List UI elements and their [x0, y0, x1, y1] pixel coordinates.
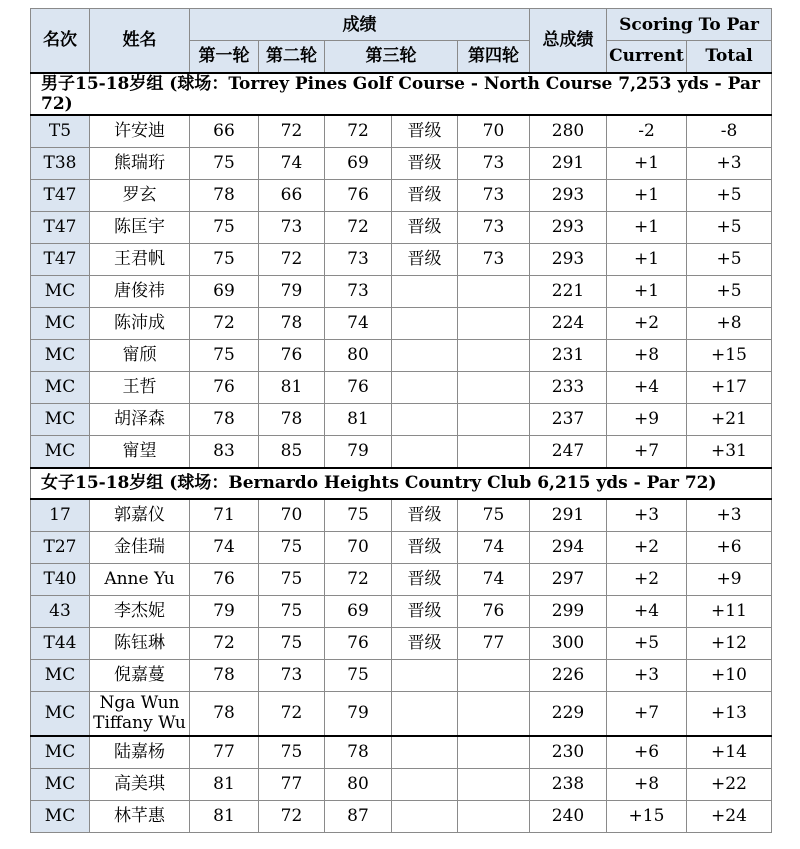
- table-row: [31, 435, 772, 468]
- name-cell: 陈沛成: [90, 307, 190, 339]
- total-par-cell: +12: [687, 627, 772, 659]
- table-row: [31, 736, 772, 769]
- total-cell: 291: [530, 499, 607, 532]
- round1-cell: 71: [190, 499, 259, 532]
- total-par-cell: +31: [687, 435, 772, 468]
- current-par-cell: +1: [607, 243, 687, 275]
- table-row: [31, 275, 772, 307]
- name-cell: 许安迪: [90, 115, 190, 148]
- round4-cell: 75: [458, 499, 530, 532]
- total-cell: 226: [530, 659, 607, 691]
- round4-cell: 73: [458, 147, 530, 179]
- table-row: [31, 499, 772, 532]
- round4-cell: [458, 307, 530, 339]
- rank-cell: T47: [31, 243, 90, 275]
- round3-score-cell: 72: [325, 563, 392, 595]
- round3-status-cell: [392, 339, 458, 371]
- rank-cell: T47: [31, 179, 90, 211]
- round2-cell: 73: [259, 211, 325, 243]
- rank-cell: T40: [31, 563, 90, 595]
- total-cell: 229: [530, 691, 607, 736]
- round1-cell: 78: [190, 659, 259, 691]
- round3-score-cell: 74: [325, 307, 392, 339]
- name-cell: 陈钰琳: [90, 627, 190, 659]
- round2-cell: 72: [259, 115, 325, 148]
- rank-header: 名次: [31, 9, 90, 73]
- total-par-cell: +14: [687, 736, 772, 769]
- total-par-cell: +10: [687, 659, 772, 691]
- round2-cell: 73: [259, 659, 325, 691]
- round4-cell: [458, 275, 530, 307]
- rank-cell: T47: [31, 211, 90, 243]
- round2-cell: 75: [259, 595, 325, 627]
- round1-cell: 76: [190, 563, 259, 595]
- round3-status-cell: [392, 435, 458, 468]
- rank-cell: MC: [31, 800, 90, 832]
- round3-header: 第三轮: [325, 41, 458, 73]
- group-row: [31, 468, 772, 499]
- current-header: Current: [607, 41, 687, 73]
- round3-score-cell: 76: [325, 179, 392, 211]
- round4-cell: 74: [458, 563, 530, 595]
- round4-cell: [458, 691, 530, 736]
- round4-cell: 73: [458, 211, 530, 243]
- name-cell: 罗玄: [90, 179, 190, 211]
- name-cell: 高美琪: [90, 768, 190, 800]
- name-cell: Nga Wun Tiffany Wu: [90, 691, 190, 736]
- rank-cell: 17: [31, 499, 90, 532]
- name-cell: 熊瑞珩: [90, 147, 190, 179]
- round3-status-cell: [392, 659, 458, 691]
- table-row: [31, 768, 772, 800]
- round1-cell: 75: [190, 339, 259, 371]
- round3-status-cell: 晋级: [392, 595, 458, 627]
- round3-score-cell: 80: [325, 768, 392, 800]
- header-row-top: [31, 9, 772, 41]
- round3-status-cell: 晋级: [392, 211, 458, 243]
- round2-cell: 74: [259, 147, 325, 179]
- round2-header: 第二轮: [259, 41, 325, 73]
- rank-cell: 43: [31, 595, 90, 627]
- current-par-cell: +8: [607, 339, 687, 371]
- round2-cell: 75: [259, 627, 325, 659]
- table-row: [31, 627, 772, 659]
- table-row: [31, 563, 772, 595]
- round3-status-cell: 晋级: [392, 499, 458, 532]
- total-cell: 299: [530, 595, 607, 627]
- round3-score-cell: 79: [325, 435, 392, 468]
- table-row: [31, 243, 772, 275]
- name-cell: 王君帆: [90, 243, 190, 275]
- round1-cell: 83: [190, 435, 259, 468]
- total-par-cell: +8: [687, 307, 772, 339]
- total-par-cell: +24: [687, 800, 772, 832]
- current-par-cell: +3: [607, 659, 687, 691]
- round2-cell: 72: [259, 243, 325, 275]
- total-par-cell: +3: [687, 499, 772, 532]
- current-par-cell: +1: [607, 179, 687, 211]
- total-par-cell: +13: [687, 691, 772, 736]
- table-row: [31, 371, 772, 403]
- round3-score-cell: 72: [325, 115, 392, 148]
- round2-cell: 75: [259, 531, 325, 563]
- rank-cell: MC: [31, 307, 90, 339]
- round1-header: 第一轮: [190, 41, 259, 73]
- round1-cell: 72: [190, 307, 259, 339]
- rank-cell: T5: [31, 115, 90, 148]
- round3-status-cell: [392, 800, 458, 832]
- round3-score-cell: 73: [325, 275, 392, 307]
- total-par-cell: +3: [687, 147, 772, 179]
- round1-cell: 75: [190, 243, 259, 275]
- name-cell: 李杰妮: [90, 595, 190, 627]
- round3-score-cell: 80: [325, 339, 392, 371]
- name-cell: 陆嘉杨: [90, 736, 190, 769]
- name-cell: 林芊惠: [90, 800, 190, 832]
- current-par-cell: +1: [607, 147, 687, 179]
- round3-status-cell: [392, 691, 458, 736]
- round1-cell: 72: [190, 627, 259, 659]
- table-row: [31, 800, 772, 832]
- rank-cell: MC: [31, 371, 90, 403]
- current-par-cell: +1: [607, 275, 687, 307]
- round3-score-cell: 75: [325, 659, 392, 691]
- table-row: [31, 403, 772, 435]
- round3-score-cell: 75: [325, 499, 392, 532]
- current-par-cell: +4: [607, 595, 687, 627]
- name-cell: 郭嘉仪: [90, 499, 190, 532]
- total-par-cell: -8: [687, 115, 772, 148]
- round3-score-cell: 76: [325, 627, 392, 659]
- rank-cell: MC: [31, 339, 90, 371]
- current-par-cell: +4: [607, 371, 687, 403]
- round1-cell: 75: [190, 211, 259, 243]
- table-row: [31, 339, 772, 371]
- round4-header: 第四轮: [458, 41, 530, 73]
- total-cell: 224: [530, 307, 607, 339]
- round1-cell: 75: [190, 147, 259, 179]
- total-par-cell: +11: [687, 595, 772, 627]
- round3-status-cell: 晋级: [392, 179, 458, 211]
- total-par-cell: +5: [687, 179, 772, 211]
- total-cell: 240: [530, 800, 607, 832]
- rank-cell: T38: [31, 147, 90, 179]
- round1-cell: 78: [190, 691, 259, 736]
- round1-cell: 79: [190, 595, 259, 627]
- round1-cell: 78: [190, 403, 259, 435]
- round2-cell: 72: [259, 800, 325, 832]
- round4-cell: 70: [458, 115, 530, 148]
- rank-cell: MC: [31, 275, 90, 307]
- round4-cell: [458, 659, 530, 691]
- group-title: 男子15-18岁组 (球场：Torrey Pines Golf Course - North Course 7,253 yds - Par 72): [31, 73, 772, 115]
- total-cell: 238: [530, 768, 607, 800]
- round3-score-cell: 78: [325, 736, 392, 769]
- round1-cell: 74: [190, 531, 259, 563]
- rank-cell: MC: [31, 736, 90, 769]
- total-cell: 237: [530, 403, 607, 435]
- table-row: [31, 659, 772, 691]
- par-total-header: Total: [687, 41, 772, 73]
- current-par-cell: +2: [607, 563, 687, 595]
- total-cell: 233: [530, 371, 607, 403]
- round3-score-cell: 76: [325, 371, 392, 403]
- rank-cell: MC: [31, 435, 90, 468]
- current-par-cell: +9: [607, 403, 687, 435]
- round3-status-cell: 晋级: [392, 243, 458, 275]
- total-par-cell: +9: [687, 563, 772, 595]
- round3-status-cell: [392, 768, 458, 800]
- round3-status-cell: [392, 275, 458, 307]
- round3-status-cell: 晋级: [392, 147, 458, 179]
- round1-cell: 81: [190, 800, 259, 832]
- table-row: [31, 211, 772, 243]
- round2-cell: 78: [259, 307, 325, 339]
- rank-cell: MC: [31, 403, 90, 435]
- total-par-cell: +5: [687, 211, 772, 243]
- name-cell: 王哲: [90, 371, 190, 403]
- round1-cell: 77: [190, 736, 259, 769]
- current-par-cell: -2: [607, 115, 687, 148]
- round2-cell: 75: [259, 563, 325, 595]
- total-cell: 293: [530, 179, 607, 211]
- current-par-cell: +2: [607, 307, 687, 339]
- name-cell: 陈匡宇: [90, 211, 190, 243]
- total-header: 总成绩: [530, 9, 607, 73]
- round2-cell: 75: [259, 736, 325, 769]
- rank-cell: MC: [31, 691, 90, 736]
- name-header: 姓名: [90, 9, 190, 73]
- total-cell: 291: [530, 147, 607, 179]
- round3-score-cell: 79: [325, 691, 392, 736]
- total-cell: 297: [530, 563, 607, 595]
- total-par-cell: +22: [687, 768, 772, 800]
- total-cell: 221: [530, 275, 607, 307]
- table-row: [31, 531, 772, 563]
- total-par-cell: +17: [687, 371, 772, 403]
- total-cell: 247: [530, 435, 607, 468]
- rank-cell: MC: [31, 659, 90, 691]
- total-par-cell: +5: [687, 243, 772, 275]
- round2-cell: 77: [259, 768, 325, 800]
- round2-cell: 81: [259, 371, 325, 403]
- round4-cell: 74: [458, 531, 530, 563]
- name-cell: 甯望: [90, 435, 190, 468]
- round4-cell: 76: [458, 595, 530, 627]
- round4-cell: [458, 403, 530, 435]
- current-par-cell: +3: [607, 499, 687, 532]
- total-cell: 300: [530, 627, 607, 659]
- total-cell: 293: [530, 243, 607, 275]
- total-par-cell: +5: [687, 275, 772, 307]
- total-cell: 280: [530, 115, 607, 148]
- total-cell: 293: [530, 211, 607, 243]
- table-row: [31, 115, 772, 148]
- scoring-to-par-header: Scoring To Par: [607, 9, 772, 41]
- total-par-cell: +6: [687, 531, 772, 563]
- round3-score-cell: 72: [325, 211, 392, 243]
- table-row: [31, 147, 772, 179]
- round4-cell: 73: [458, 243, 530, 275]
- round1-cell: 69: [190, 275, 259, 307]
- round3-status-cell: [392, 736, 458, 769]
- total-cell: 230: [530, 736, 607, 769]
- current-par-cell: +6: [607, 736, 687, 769]
- name-cell: Anne Yu: [90, 563, 190, 595]
- round3-status-cell: [392, 307, 458, 339]
- total-par-cell: +21: [687, 403, 772, 435]
- round4-cell: [458, 800, 530, 832]
- table-row: [31, 595, 772, 627]
- group-row: [31, 73, 772, 115]
- round2-cell: 85: [259, 435, 325, 468]
- round2-cell: 66: [259, 179, 325, 211]
- round3-status-cell: 晋级: [392, 627, 458, 659]
- round4-cell: 73: [458, 179, 530, 211]
- current-par-cell: +7: [607, 691, 687, 736]
- rank-cell: T27: [31, 531, 90, 563]
- round1-cell: 81: [190, 768, 259, 800]
- round3-score-cell: 87: [325, 800, 392, 832]
- current-par-cell: +1: [607, 211, 687, 243]
- round4-cell: [458, 339, 530, 371]
- round1-cell: 66: [190, 115, 259, 148]
- current-par-cell: +7: [607, 435, 687, 468]
- name-cell: 胡泽森: [90, 403, 190, 435]
- name-cell: 唐俊祎: [90, 275, 190, 307]
- round2-cell: 78: [259, 403, 325, 435]
- round3-score-cell: 81: [325, 403, 392, 435]
- round2-cell: 70: [259, 499, 325, 532]
- name-cell: 倪嘉蔓: [90, 659, 190, 691]
- table-row: [31, 307, 772, 339]
- round3-score-cell: 73: [325, 243, 392, 275]
- name-cell: 金佳瑞: [90, 531, 190, 563]
- round4-cell: [458, 768, 530, 800]
- round1-cell: 76: [190, 371, 259, 403]
- round4-cell: [458, 736, 530, 769]
- round4-cell: [458, 371, 530, 403]
- round3-status-cell: 晋级: [392, 115, 458, 148]
- round2-cell: 76: [259, 339, 325, 371]
- rank-cell: T44: [31, 627, 90, 659]
- table-row: [31, 691, 772, 736]
- table-row: [31, 179, 772, 211]
- round3-status-cell: 晋级: [392, 531, 458, 563]
- round3-status-cell: [392, 371, 458, 403]
- round3-score-cell: 69: [325, 595, 392, 627]
- results-body: [31, 73, 772, 833]
- total-par-cell: +15: [687, 339, 772, 371]
- round1-cell: 78: [190, 179, 259, 211]
- rank-cell: MC: [31, 768, 90, 800]
- round3-score-cell: 70: [325, 531, 392, 563]
- round3-status-cell: 晋级: [392, 563, 458, 595]
- scores-header: 成绩: [190, 9, 530, 41]
- total-cell: 231: [530, 339, 607, 371]
- name-cell: 甯颀: [90, 339, 190, 371]
- round4-cell: [458, 435, 530, 468]
- round3-score-cell: 69: [325, 147, 392, 179]
- results-table: [30, 8, 772, 833]
- round2-cell: 72: [259, 691, 325, 736]
- current-par-cell: +15: [607, 800, 687, 832]
- round3-status-cell: [392, 403, 458, 435]
- round2-cell: 79: [259, 275, 325, 307]
- total-cell: 294: [530, 531, 607, 563]
- round4-cell: 77: [458, 627, 530, 659]
- current-par-cell: +8: [607, 768, 687, 800]
- group-title: 女子15-18岁组 (球场：Bernardo Heights Country Club 6,215 yds - Par 72): [31, 468, 772, 499]
- current-par-cell: +2: [607, 531, 687, 563]
- current-par-cell: +5: [607, 627, 687, 659]
